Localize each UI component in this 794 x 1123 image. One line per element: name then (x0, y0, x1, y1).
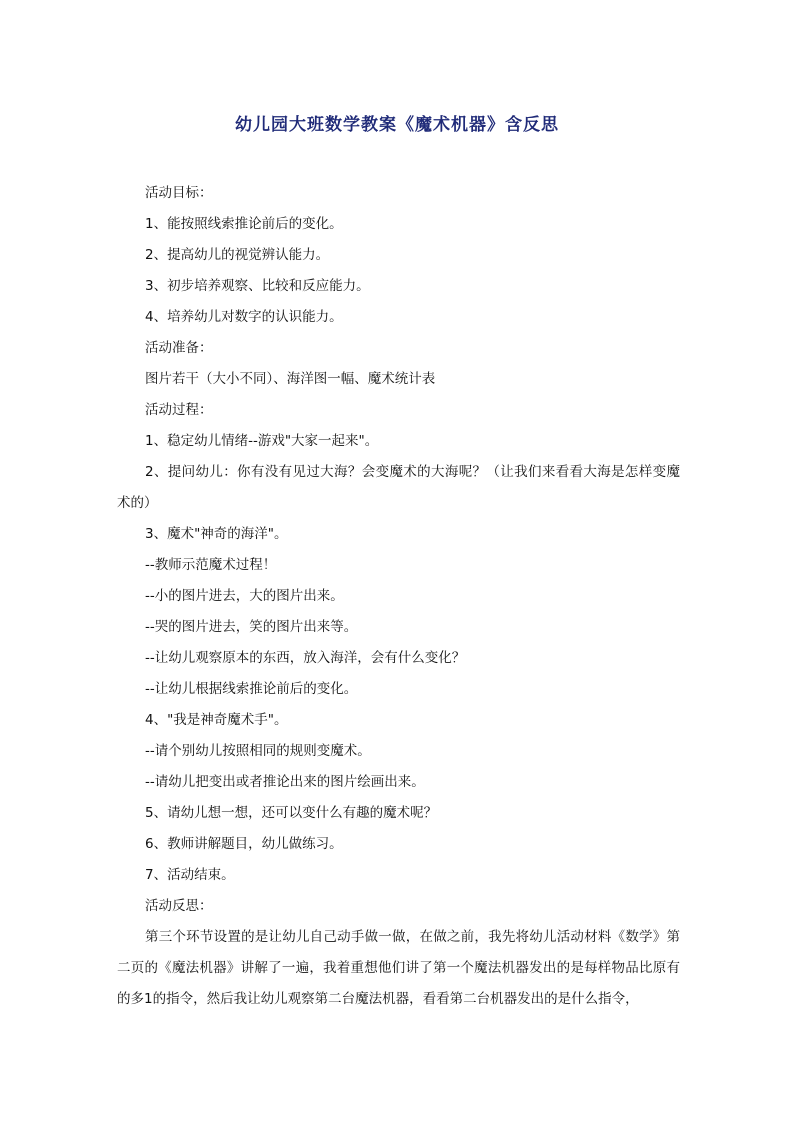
list-item: 7、活动结束。 (145, 867, 235, 883)
reflection-paragraph: 第三个环节设置的是让幼儿自己动手做一做，在做之前，我先将幼儿活动材料《数学》第二页的《魔法机器》讲解了一遍，我着重想他们讲了第一个魔法机器发出的是每样物品比原有的多1的指令，然后我让幼儿观察第二台魔法机器，看看第二台机器发出的是什么指令， (117, 929, 680, 1007)
list-item: --教师示范魔术过程！ (145, 557, 277, 573)
list-item: 3、魔术"神奇的海洋"。 (145, 526, 288, 542)
section-heading-preparation: 活动准备： (145, 340, 213, 356)
section-heading-reflection: 活动反思： (145, 898, 213, 914)
list-item: --哭的图片进去，笑的图片出来等。 (145, 619, 358, 635)
list-item: 4、培养幼儿对数字的认识能力。 (145, 309, 343, 325)
list-item: 3、初步培养观察、比较和反应能力。 (145, 278, 370, 294)
list-item: --让幼儿观察原本的东西，放入海洋，会有什么变化？ (145, 650, 466, 666)
list-item: 1、稳定幼儿情绪--游戏"大家一起来"。 (145, 433, 379, 449)
list-item: --小的图片进去，大的图片出来。 (145, 588, 344, 604)
list-item: --请幼儿把变出或者推论出来的图片绘画出来。 (145, 774, 425, 790)
list-item: 6、教师讲解题目，幼儿做练习。 (145, 836, 343, 852)
list-item: 2、提问幼儿：你有没有见过大海？会变魔术的大海呢？（让我们来看看大海是怎样变魔术的） (117, 464, 680, 511)
list-item: 图片若干（大小不同）、海洋图一幅、魔术统计表 (145, 371, 436, 387)
document-body (117, 178, 680, 1015)
list-item: 5、请幼儿想一想，还可以变什么有趣的魔术呢？ (145, 805, 438, 821)
list-item: 2、提高幼儿的视觉辨认能力。 (145, 247, 330, 263)
list-item: --请个别幼儿按照相同的规则变魔术。 (145, 743, 371, 759)
list-item: 1、能按照线索推论前后的变化。 (145, 216, 343, 232)
list-item: --让幼儿根据线索推论前后的变化。 (145, 681, 358, 697)
document-title: 幼儿园大班数学教案《魔术机器》含反思 (235, 115, 559, 135)
list-item: 4、"我是神奇魔术手"。 (145, 712, 288, 728)
section-heading-goals: 活动目标： (145, 185, 213, 201)
section-heading-process: 活动过程： (145, 402, 213, 418)
